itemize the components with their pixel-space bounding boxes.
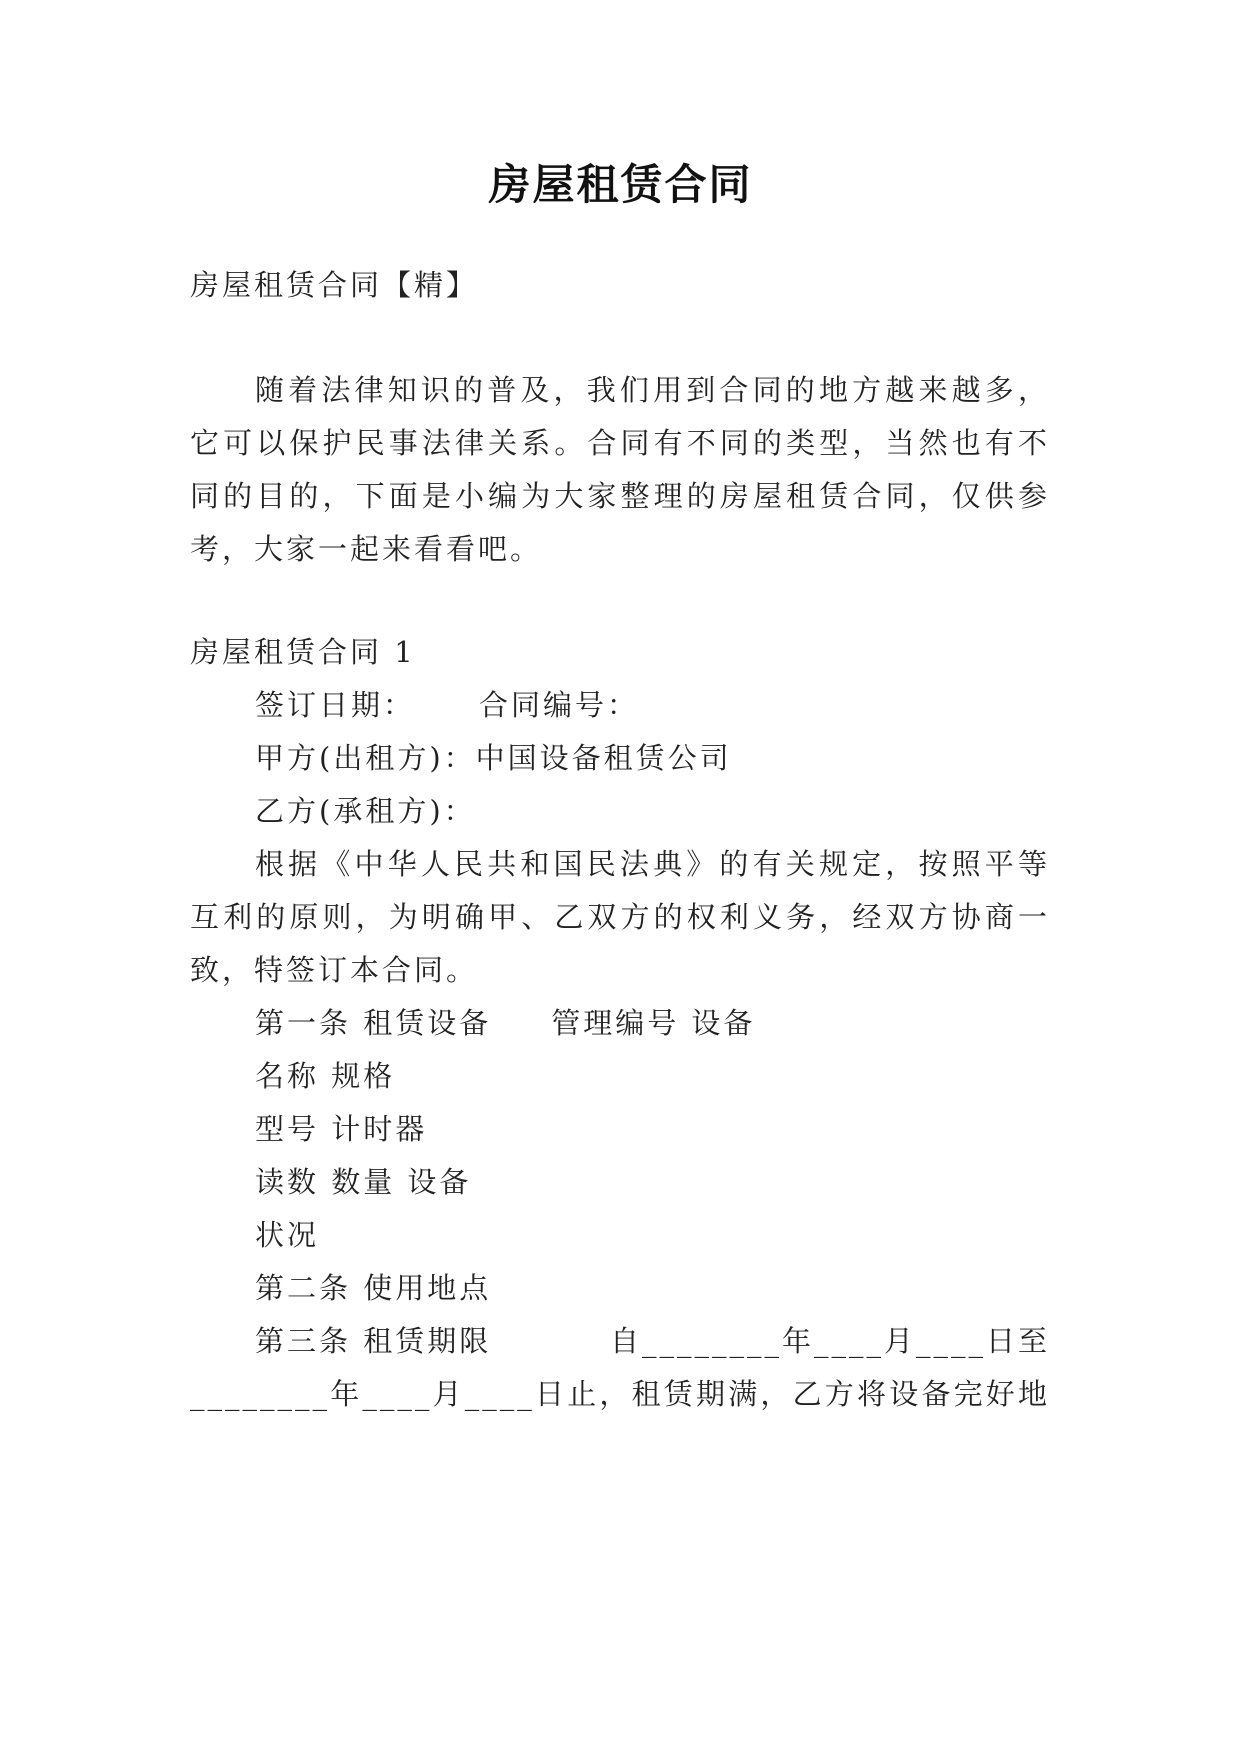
sign-date-label: 签订日期： — [255, 688, 416, 722]
document-title: 房屋租赁合同 — [488, 160, 753, 209]
sign-info-row — [255, 687, 639, 723]
article1-line: 名称 规格 — [255, 1059, 396, 1093]
party-b: 乙方(承租方)： — [255, 794, 476, 828]
intro-line: 同的目的，下面是小编为大家整理的房屋租赁合同，仅供参 — [190, 479, 1050, 513]
article3-line1 — [255, 1323, 1050, 1359]
preamble-line: 根据《中华人民共和国民法典》的有关规定，按照平等 — [255, 847, 1050, 881]
article3-heading: 第三条 租赁期限 — [255, 1324, 492, 1358]
article2-heading: 第二条 使用地点 — [255, 1271, 492, 1305]
document-subtitle: 房屋租赁合同【精】 — [190, 268, 479, 302]
intro-line: 它可以保护民事法律关系。合同有不同的类型，当然也有不 — [190, 426, 1050, 460]
party-a: 甲方(出租方)：中国设备租赁公司 — [255, 741, 732, 775]
article1-line: 读数 数量 设备 — [255, 1165, 472, 1199]
section-heading: 房屋租赁合同 1 — [190, 635, 416, 669]
article3-date-range: 自________年____月____日至 — [609, 1324, 1050, 1358]
article1-continuation: 管理编号 设备 — [551, 1006, 756, 1040]
preamble-line: 致，特签订本合同。 — [190, 953, 479, 987]
intro-line: 考，大家一起来看看吧。 — [190, 532, 543, 566]
intro-line: 随着法律知识的普及，我们用到合同的地方越来越多， — [255, 373, 1050, 407]
article3-line2: ________年____月____日止，租赁期满，乙方将设备完好地 — [190, 1377, 1050, 1411]
contract-number-label: 合同编号： — [479, 688, 640, 722]
article1-line: 状况 — [255, 1218, 320, 1252]
article1-heading: 第一条 租赁设备 — [255, 1006, 492, 1040]
article1-line: 型号 计时器 — [255, 1112, 428, 1146]
preamble-line: 互利的原则，为明确甲、乙双方的权利义务，经双方协商一 — [190, 900, 1050, 934]
article1-heading-row — [255, 1005, 755, 1041]
